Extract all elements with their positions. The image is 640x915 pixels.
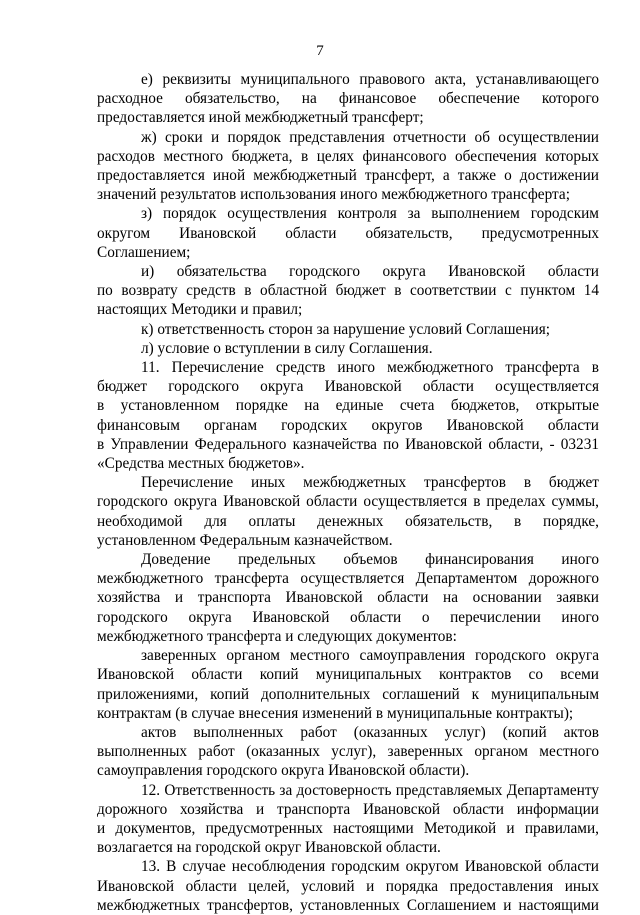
paragraph-line: Ивановской области копий муниципальных контрактов со всеми [97,666,599,684]
paragraph [97,857,599,915]
paragraph-line: «Средства местных бюджетов». [97,455,305,473]
paragraph [97,204,599,262]
paragraph [97,358,599,473]
paragraph-line: к) ответственность сторон за нарушение условий Соглашения; [141,320,550,338]
paragraph-line: значений результатов использования иного межбюджетного трансферта; [97,186,570,204]
paragraph-line: по возврату средств в областной бюджет в соответствии с пунктом 14 [97,282,599,300]
paragraph-line: расходов местного бюджета, в целях финансового обеспечения которых [97,147,599,165]
paragraph-line: установленном Федеральным казначейством. [97,531,393,549]
paragraph-line: дорожного хозяйства и транспорта Ивановской области информации [97,800,599,818]
paragraph-line: приложениями, копий дополнительных соглашений к муниципальным [97,685,599,703]
paragraph [97,473,599,550]
paragraph-line: 11. Перечисление средств иного межбюджетного трансферта в [141,359,599,377]
paragraph-line: Ивановской области целей, условий и порядка предоставления иных [97,877,599,895]
paragraph-line: з) порядок осуществления контроля за выполнением городским [141,205,599,223]
paragraph [97,339,599,358]
paragraph-line: ж) сроки и порядок представления отчетности об осуществлении [141,128,599,146]
paragraph-line: межбюджетных трансфертов, установленных Соглашением и настоящими [97,896,599,914]
paragraph-line: расходное обязательство, на финансовое обеспечение которого [97,90,599,108]
paragraph [97,781,599,858]
paragraph-line: возлагается на городской округ Ивановской области. [97,839,441,857]
paragraph-line: предоставляется иной межбюджетный трансферт; [97,109,424,127]
paragraph-line: округом Ивановской области обязательств, предусмотренных [97,224,599,242]
paragraph-line: Доведение предельных объемов финансирования иного [141,551,599,569]
paragraph-line: Перечисление иных межбюджетных трансфертов в бюджет [141,474,599,492]
paragraph-line: выполненных работ (оказанных услуг), заверенных органом местного [97,743,599,761]
paragraph-line: предоставляется иной межбюджетный трансферт, а также о достижении [97,167,599,185]
page-number: 7 [316,43,324,59]
paragraph-line: хозяйства и транспорта Ивановской области на основании заявки [97,589,599,607]
document-body [97,70,599,915]
paragraph-line: в установленном порядке на единые счета бюджетов, открытые [97,397,599,415]
paragraph-line: е) реквизиты муниципального правового акта, устанавливающего [141,71,599,88]
paragraph [97,262,599,320]
paragraph [97,646,599,723]
paragraph-line: заверенных органом местного самоуправления городского округа [141,647,599,665]
paragraph [97,128,599,205]
paragraph-line: самоуправления городского округа Ивановской области). [97,762,470,780]
paragraph-line: настоящих Методики и правил; [97,301,303,319]
paragraph-line: и) обязательства городского округа Ивановской области [141,263,599,281]
paragraph-line: межбюджетного трансферта и следующих документов: [97,627,457,645]
paragraph-line: 13. В случае несоблюдения городским округом Ивановской области [141,858,599,876]
paragraph-line: городского округа Ивановской области осуществляется в пределах суммы, [97,493,599,511]
paragraph [97,550,599,646]
paragraph-line: бюджет городского округа Ивановской области осуществляется [97,378,599,396]
paragraph-line: контрактам (в случае внесения изменений в муниципальные контракты); [97,704,574,722]
paragraph-line: л) условие о вступлении в силу Соглашения. [141,339,433,357]
paragraph-line: межбюджетного трансферта осуществляется Департаментом дорожного [97,570,599,588]
paragraph [97,70,599,128]
paragraph-line: актов выполненных работ (оказанных услуг) (копий актов [141,723,599,741]
paragraph-line: городского округа Ивановской области о перечислении иного [97,608,599,626]
paragraph-line: 12. Ответственность за достоверность представляемых Департаменту [141,781,599,799]
paragraph-line: Соглашением; [97,243,191,261]
paragraph-line: необходимой для оплаты денежных обязательств, в порядке, [97,512,599,530]
paragraph-line: и документов, предусмотренных настоящими Методикой и правилами, [97,819,599,837]
paragraph [97,320,599,339]
paragraph-line: финансовым органам городских округов Ивановской области [97,416,599,434]
paragraph-line: в Управлении Федерального казначейства по Ивановской области, - 03231 [97,435,599,453]
paragraph [97,723,599,781]
